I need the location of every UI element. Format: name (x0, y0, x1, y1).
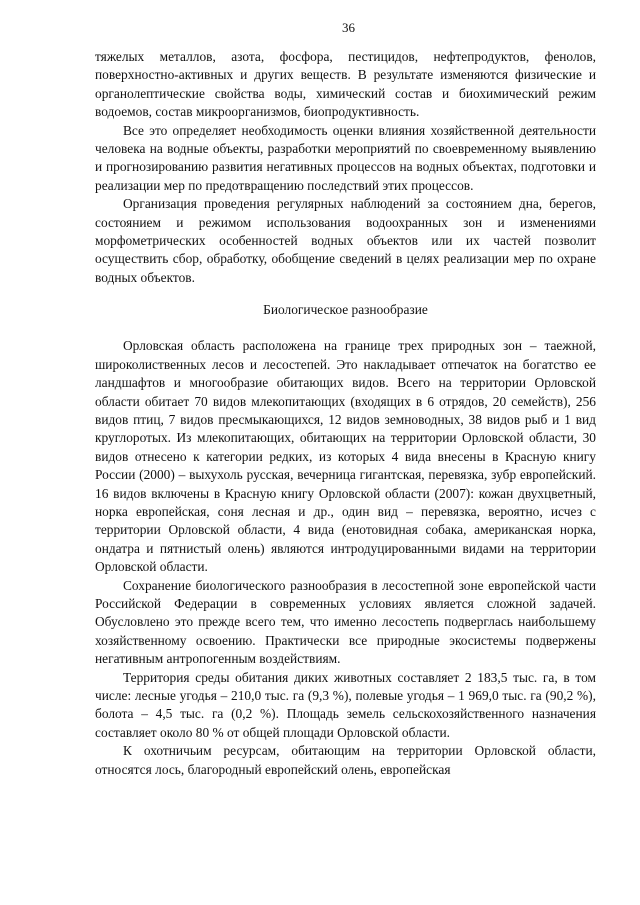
paragraph: Территория среды обитания диких животных составляет 2 183,5 тыс. га, в том числе: лесные угодья – 210,0 тыс. га (9,3 %), полевые угодья – 1 969,0 тыс. га (90,2 %), болота – 4,5 тыс. га (0,2 %). Площадь земель сельскохозяйственного назначения составляет около 80 % от общей площади Орловской области. (95, 669, 596, 740)
section-intro (95, 48, 596, 287)
paragraph: Сохранение биологического разнообразия в лесостепной зоне европейской части Российской Федерации в современных условиях является сложной задачей. Обусловлено это прежде всего тем, что именно лесостепь подверглась наибольшему хозяйственному освоению. Практически все природные экосистемы подвержены негативным антропогенным воздействиям. (95, 577, 596, 667)
paragraph: К охотничьим ресурсам, обитающим на территории Орловской области, относятся лось, благородный европейский олень, европейская (95, 743, 596, 777)
section-heading: Биологическое разнообразие (263, 302, 428, 318)
paragraph: Все это определяет необходимость оценки влияния хозяйственной деятельности человека на водные объекты, разработки мероприятий по своевременному выявлению и прогнозированию развития негативных процессов на водных объектах, подготовки и реализации мер по предотвращению последствий этих процессов. (95, 122, 596, 193)
paragraph: Организация проведения регулярных наблюдений за состоянием дна, берегов, состоянием и режимом использования водоохранных зон и изменениями морфометрических особенностей водных объектов или их частей позволит осуществить сбор, обработку, обобщение сведений в целях реализации мер по охране водных объектов. (95, 196, 596, 285)
paragraph-continued: тяжелых металлов, азота, фосфора, пестицидов, нефтепродуктов, фенолов, поверхностно-активных и других веществ. В результате изменяются физические и органолептические свойства воды, химический состав и биохимический режим водоемов, состав микроорганизмов, биопродуктивность. (95, 49, 596, 120)
section-biodiversity (95, 337, 596, 779)
page-number: 36 (342, 20, 355, 35)
paragraph: Орловская область расположена на границе трех природных зон – таежной, широколиственных лесов и лесостепей. Это накладывает отпечаток на богатство ее ландшафтов и многообразие обитающих видов. Всего на территории Орловской области обитает 70 видов млекопитающих (входящих в 6 отрядов, 20 семейств), 256 видов птиц, 7 видов пресмыкающихся, 12 видов земноводных, 38 видов рыб и 1 вид круглоротых. Из млекопитающих, обитающих на территории Орловской области, 30 видов отнесено к категории редких, из которых 4 вида внесены в Красную книгу России (2000) – выхухоль русская, вечерница гигантская, перевязка, зубр европейский. 16 видов включены в Красную книгу Орловской области (2007): кожан двухцветный, норка европейская, соня лесная и др., один вид – перевязка, вероятно, исчез с территории Орловской области, 4 вида (енотовидная собака, американская норка, ондатра и пятнистый олень) являются интродуцированными видами на территории Орловской области. (95, 338, 596, 575)
